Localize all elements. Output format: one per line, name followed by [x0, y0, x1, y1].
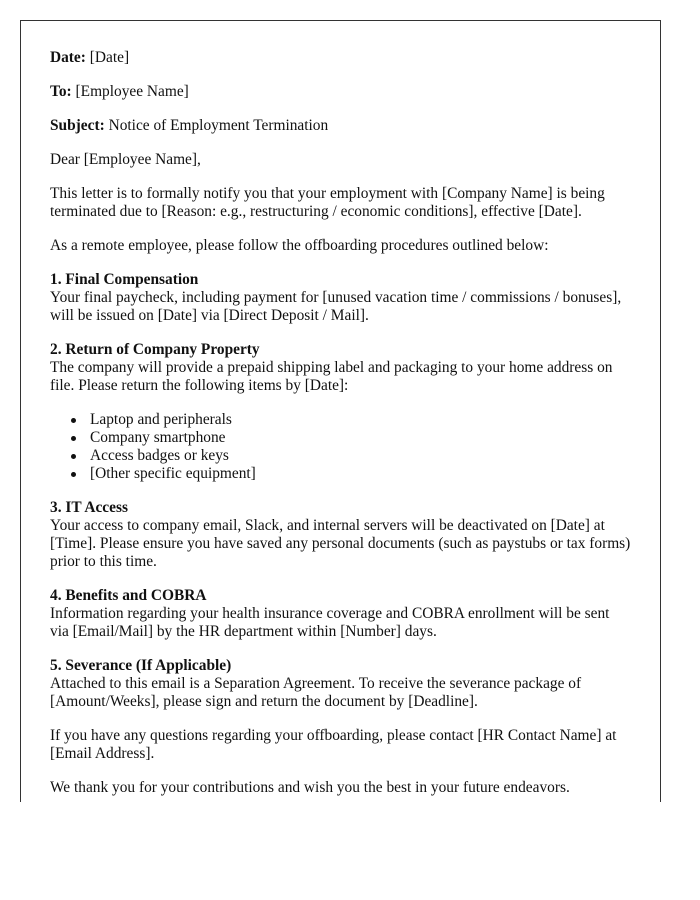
property-items-list — [50, 411, 631, 483]
list-item: Laptop and peripherals — [90, 411, 631, 429]
section-it-access — [50, 499, 631, 571]
section-heading: 4. Benefits and COBRA — [50, 587, 207, 604]
date-label: Date: — [50, 49, 86, 66]
section-heading: 3. IT Access — [50, 499, 128, 516]
closing-paragraph: We thank you for your contributions and wish you the best in your future endeavors. — [50, 779, 570, 796]
intro-paragraph: This letter is to formally notify you that your employment with [Company Name] is being terminated due to [Reason: e.g., restructuring / economic conditions], effective [Date]. — [50, 185, 605, 220]
list-item: Company smartphone — [90, 429, 631, 447]
subject-value: Notice of Employment Termination — [108, 117, 329, 134]
to-value: [Employee Name] — [75, 83, 189, 100]
section-heading: 2. Return of Company Property — [50, 341, 260, 358]
section-final-compensation — [50, 271, 631, 325]
section-heading: 1. Final Compensation — [50, 271, 199, 288]
list-item: [Other specific equipment] — [90, 465, 631, 483]
section-heading: 5. Severance (If Applicable) — [50, 657, 232, 674]
to-label: To: — [50, 83, 72, 100]
termination-letter — [20, 20, 661, 802]
section-body: The company will provide a prepaid shipping label and packaging to your home address on file. Please return the following items by [Date]: — [50, 359, 613, 394]
subject-line — [50, 117, 631, 135]
questions-paragraph: If you have any questions regarding your offboarding, please contact [HR Contact Name] at [Email Address]. — [50, 727, 617, 762]
date-line — [50, 49, 631, 67]
section-body: Your access to company email, Slack, and internal servers will be deactivated on [Date] at [Time]. Please ensure you have saved any personal documents (such as paystubs or tax forms) prior to this time. — [50, 517, 631, 570]
to-line — [50, 83, 631, 101]
section-severance — [50, 657, 631, 711]
section-return-property — [50, 341, 631, 483]
section-benefits-cobra — [50, 587, 631, 641]
section-body: Attached to this email is a Separation Agreement. To receive the severance package of [Amount/Weeks], please sign and return the document by [Deadline]. — [50, 675, 582, 710]
section-body: Your final paycheck, including payment for [unused vacation time / commissions / bonuses], will be issued on [Date] via [Direct Deposit / Mail]. — [50, 289, 622, 324]
subject-label: Subject: — [50, 117, 105, 134]
date-value: [Date] — [89, 49, 130, 66]
section-body: Information regarding your health insurance coverage and COBRA enrollment will be sent via [Email/Mail] by the HR department within [Number] days. — [50, 605, 610, 640]
list-item: Access badges or keys — [90, 447, 631, 465]
procedures-intro: As a remote employee, please follow the offboarding procedures outlined below: — [50, 237, 549, 254]
salutation: Dear [Employee Name], — [50, 151, 201, 168]
